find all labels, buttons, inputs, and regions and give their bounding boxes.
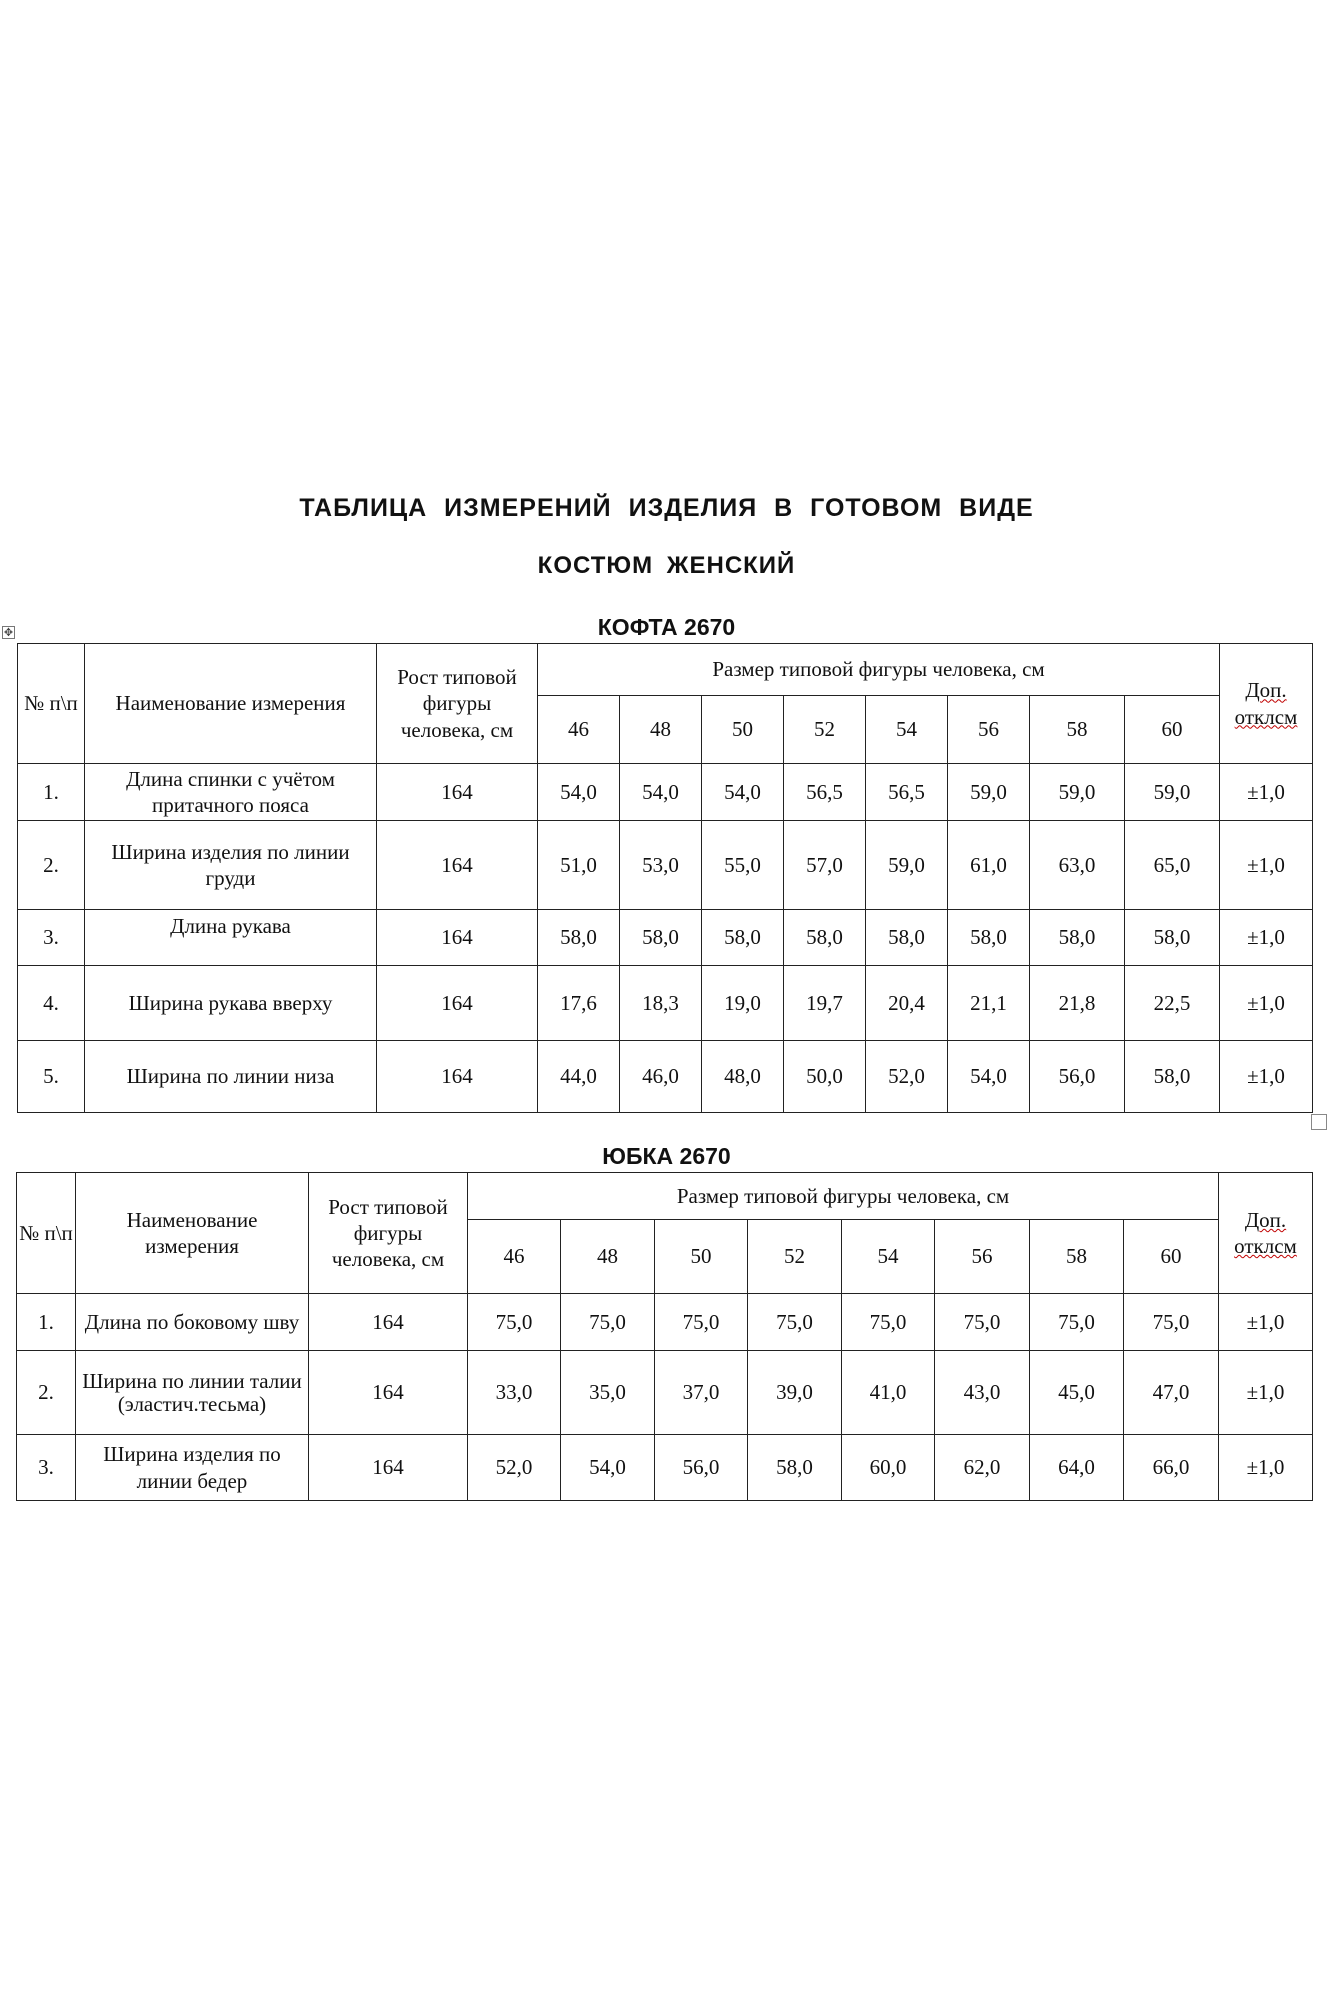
- row-value: 58,0: [538, 910, 620, 966]
- row-tolerance: ±1,0: [1220, 966, 1313, 1041]
- table-row: [18, 910, 1313, 966]
- row-value: 20,4: [866, 966, 948, 1041]
- row-value: 75,0: [1124, 1294, 1219, 1351]
- header-num: № п\п: [17, 1173, 76, 1294]
- row-value: 17,6: [538, 966, 620, 1041]
- row-value: 59,0: [1125, 764, 1220, 821]
- kofta-measurements-table: [17, 643, 1313, 1113]
- row-value: 35,0: [561, 1351, 655, 1435]
- size-header: 54: [842, 1220, 935, 1294]
- row-tolerance: ±1,0: [1220, 764, 1313, 821]
- row-value: 75,0: [842, 1294, 935, 1351]
- size-header: 52: [784, 696, 866, 764]
- row-value: 44,0: [538, 1041, 620, 1113]
- header-height: Рост типовой фигуры человека, см: [309, 1173, 468, 1294]
- row-value: 56,0: [655, 1435, 748, 1501]
- row-value: 46,0: [620, 1041, 702, 1113]
- row-value: 55,0: [702, 821, 784, 910]
- yubka-table-title: ЮБКА 2670: [602, 1143, 731, 1169]
- row-name: Длина спинки с учётом притачного пояса: [85, 764, 377, 821]
- row-value: 39,0: [748, 1351, 842, 1435]
- header-tolerance: Доп. отклсм: [1220, 644, 1313, 764]
- row-value: 75,0: [561, 1294, 655, 1351]
- row-value: 19,0: [702, 966, 784, 1041]
- header-name: Наименование измерения: [76, 1173, 309, 1294]
- header-size: Размер типовой фигуры человека, см: [468, 1173, 1219, 1220]
- row-height: 164: [309, 1351, 468, 1435]
- header-name: Наименование измерения: [85, 644, 377, 764]
- page-subtitle: КОСТЮМ ЖЕНСКИЙ: [537, 552, 796, 579]
- size-header: 52: [748, 1220, 842, 1294]
- row-value: 54,0: [620, 764, 702, 821]
- row-num: 1.: [18, 764, 85, 821]
- row-value: 41,0: [842, 1351, 935, 1435]
- size-header: 48: [561, 1220, 655, 1294]
- table-row: [18, 764, 1313, 821]
- row-height: 164: [377, 821, 538, 910]
- row-value: 54,0: [561, 1435, 655, 1501]
- header-size: Размер типовой фигуры человека, см: [538, 644, 1220, 696]
- table-row: [17, 1294, 1313, 1351]
- row-value: 21,8: [1030, 966, 1125, 1041]
- row-name: Длина рукава: [85, 910, 377, 966]
- header-tolerance: Доп. отклсм: [1219, 1173, 1313, 1294]
- row-value: 58,0: [784, 910, 866, 966]
- size-header: 56: [948, 696, 1030, 764]
- row-value: 54,0: [948, 1041, 1030, 1113]
- size-header: 58: [1030, 696, 1125, 764]
- row-value: 58,0: [948, 910, 1030, 966]
- size-header: 60: [1124, 1220, 1219, 1294]
- table-row: [17, 1351, 1313, 1435]
- row-value: 58,0: [866, 910, 948, 966]
- row-value: 57,0: [784, 821, 866, 910]
- row-value: 59,0: [948, 764, 1030, 821]
- table-row: [18, 821, 1313, 910]
- row-num: 3.: [18, 910, 85, 966]
- row-tolerance: ±1,0: [1220, 910, 1313, 966]
- row-tolerance: ±1,0: [1220, 1041, 1313, 1113]
- row-height: 164: [309, 1294, 468, 1351]
- size-header: 54: [866, 696, 948, 764]
- size-header: 56: [935, 1220, 1030, 1294]
- row-value: 59,0: [866, 821, 948, 910]
- kofta-table-title: КОФТА 2670: [597, 614, 736, 640]
- size-header: 58: [1030, 1220, 1124, 1294]
- size-header: 46: [538, 696, 620, 764]
- row-name: Ширина рукава вверху: [85, 966, 377, 1041]
- size-header: 50: [702, 696, 784, 764]
- row-value: 43,0: [935, 1351, 1030, 1435]
- size-header: 60: [1125, 696, 1220, 764]
- row-value: 21,1: [948, 966, 1030, 1041]
- row-value: 58,0: [748, 1435, 842, 1501]
- row-value: 48,0: [702, 1041, 784, 1113]
- header-height: Рост типовой фигуры человека, см: [377, 644, 538, 764]
- row-value: 50,0: [784, 1041, 866, 1113]
- row-value: 52,0: [866, 1041, 948, 1113]
- page-title: ТАБЛИЦА ИЗМЕРЕНИЙ ИЗДЕЛИЯ В ГОТОВОМ ВИДЕ: [299, 494, 1034, 522]
- row-value: 60,0: [842, 1435, 935, 1501]
- row-tolerance: ±1,0: [1219, 1435, 1313, 1501]
- row-value: 22,5: [1125, 966, 1220, 1041]
- row-value: 58,0: [620, 910, 702, 966]
- table-move-handle-icon[interactable]: ✥: [3, 626, 14, 639]
- row-value: 54,0: [702, 764, 784, 821]
- table-row: [17, 1435, 1313, 1501]
- row-value: 61,0: [948, 821, 1030, 910]
- row-name: Ширина по линии талии (эластич.тесьма): [76, 1351, 309, 1435]
- row-name: Ширина изделия по линии бедер: [76, 1435, 309, 1501]
- row-value: 19,7: [784, 966, 866, 1041]
- row-value: 58,0: [1125, 1041, 1220, 1113]
- row-value: 66,0: [1124, 1435, 1219, 1501]
- row-value: 54,0: [538, 764, 620, 821]
- size-header: 48: [620, 696, 702, 764]
- row-tolerance: ±1,0: [1220, 821, 1313, 910]
- row-num: 1.: [17, 1294, 76, 1351]
- size-header: 50: [655, 1220, 748, 1294]
- row-height: 164: [309, 1435, 468, 1501]
- row-name: Ширина по линии низа: [85, 1041, 377, 1113]
- row-value: 64,0: [1030, 1435, 1124, 1501]
- row-tolerance: ±1,0: [1219, 1351, 1313, 1435]
- row-value: 56,5: [866, 764, 948, 821]
- row-value: 75,0: [1030, 1294, 1124, 1351]
- row-value: 58,0: [702, 910, 784, 966]
- row-value: 58,0: [1125, 910, 1220, 966]
- row-num: 3.: [17, 1435, 76, 1501]
- row-height: 164: [377, 910, 538, 966]
- row-value: 56,5: [784, 764, 866, 821]
- row-num: 2.: [18, 821, 85, 910]
- table-resize-handle-icon[interactable]: [1311, 1114, 1327, 1130]
- row-value: 18,3: [620, 966, 702, 1041]
- row-value: 65,0: [1125, 821, 1220, 910]
- row-height: 164: [377, 764, 538, 821]
- row-name: Длина по боковому шву: [76, 1294, 309, 1351]
- row-value: 51,0: [538, 821, 620, 910]
- row-value: 45,0: [1030, 1351, 1124, 1435]
- row-value: 63,0: [1030, 821, 1125, 910]
- row-num: 4.: [18, 966, 85, 1041]
- row-value: 75,0: [935, 1294, 1030, 1351]
- row-name: Ширина изделия по линии груди: [85, 821, 377, 910]
- table-row: [18, 1041, 1313, 1113]
- row-height: 164: [377, 966, 538, 1041]
- row-value: 56,0: [1030, 1041, 1125, 1113]
- row-num: 5.: [18, 1041, 85, 1113]
- row-value: 58,0: [1030, 910, 1125, 966]
- row-value: 53,0: [620, 821, 702, 910]
- size-header: 46: [468, 1220, 561, 1294]
- row-value: 75,0: [655, 1294, 748, 1351]
- row-value: 59,0: [1030, 764, 1125, 821]
- row-tolerance: ±1,0: [1219, 1294, 1313, 1351]
- row-num: 2.: [17, 1351, 76, 1435]
- row-value: 47,0: [1124, 1351, 1219, 1435]
- header-num: № п\п: [18, 644, 85, 764]
- row-value: 33,0: [468, 1351, 561, 1435]
- yubka-measurements-table: [16, 1172, 1313, 1501]
- row-value: 75,0: [468, 1294, 561, 1351]
- row-value: 75,0: [748, 1294, 842, 1351]
- row-height: 164: [377, 1041, 538, 1113]
- row-value: 37,0: [655, 1351, 748, 1435]
- table-row: [18, 966, 1313, 1041]
- row-value: 62,0: [935, 1435, 1030, 1501]
- row-value: 52,0: [468, 1435, 561, 1501]
